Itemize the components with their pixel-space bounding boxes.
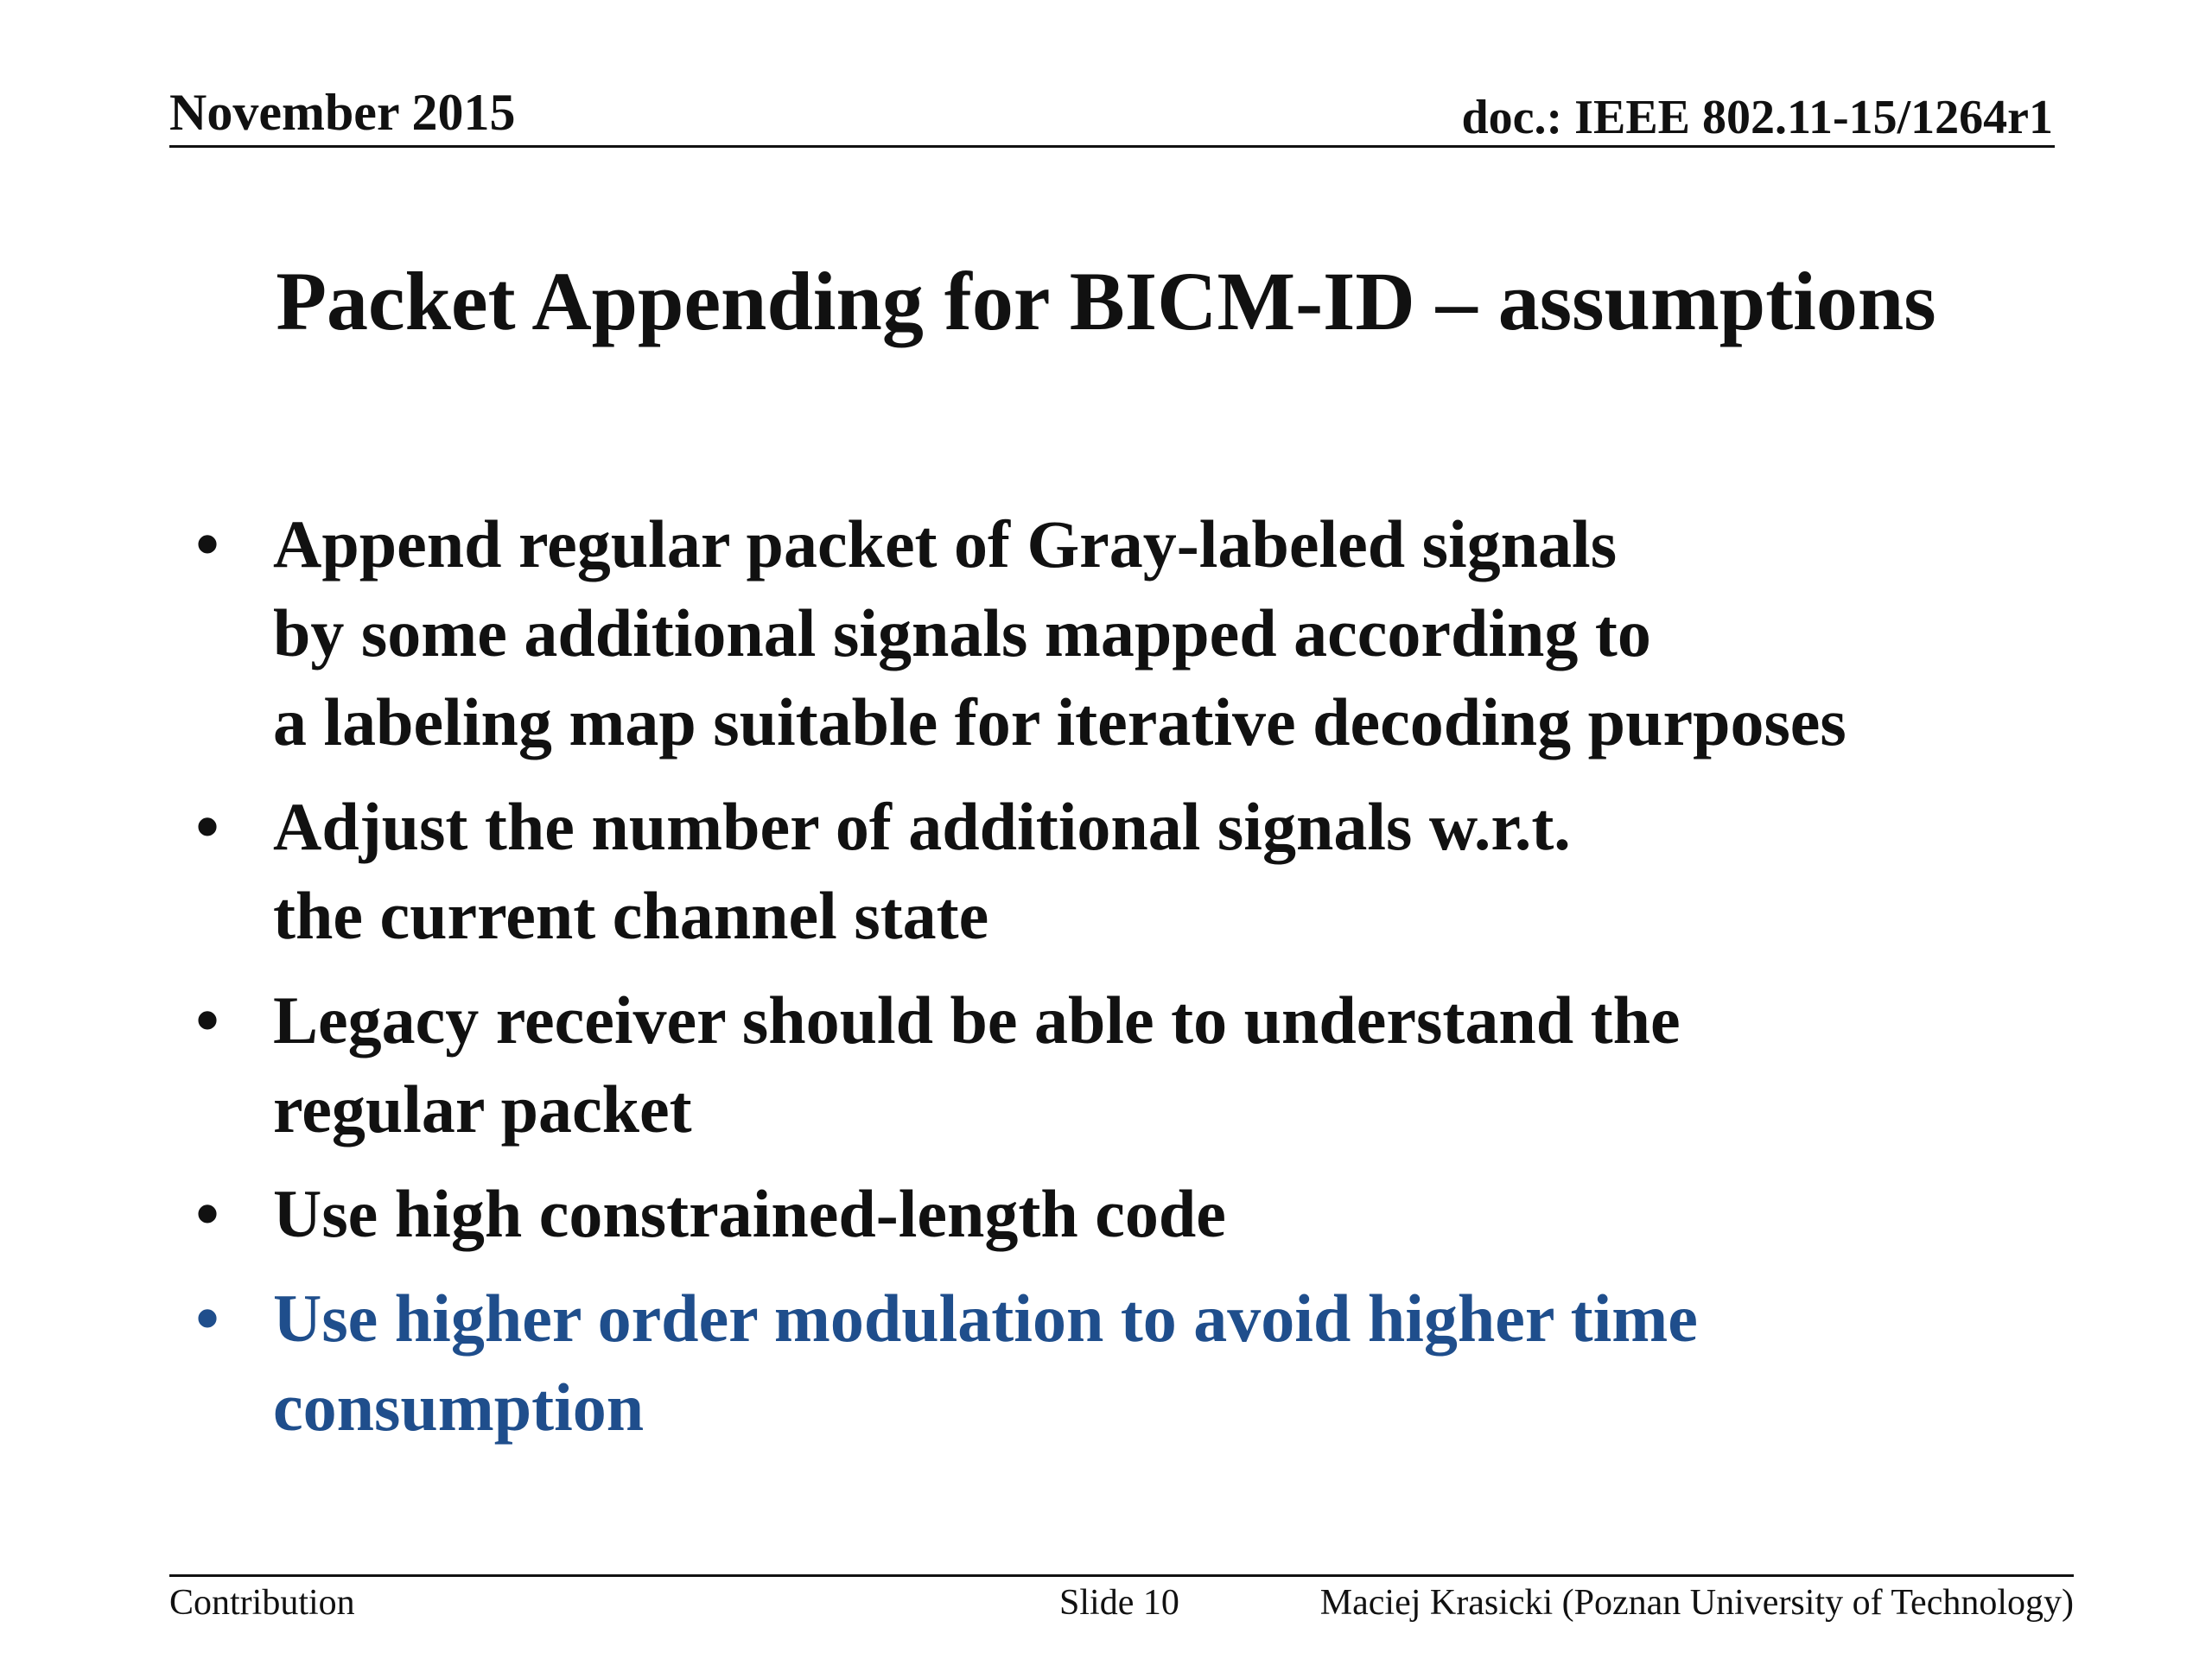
bullet-item: [181, 976, 2126, 1154]
bullet-text-line: by some additional signals mapped according to: [273, 595, 1651, 671]
bullet-text-line: consumption: [273, 1370, 645, 1445]
bullet-text-line: Use higher order modulation to avoid higher time: [273, 1281, 1698, 1356]
bullet-marker: •: [195, 789, 219, 864]
slide-title: Packet Appending for BICM-ID – assumptions: [276, 255, 1936, 347]
bullet-text-line: Append regular packet of Gray-labeled signals: [273, 506, 1618, 582]
bullet-text-line: regular packet: [273, 1071, 692, 1147]
bullet-text-line: the current channel state: [273, 878, 989, 953]
bullet-text-line: Adjust the number of additional signals w.r.t.: [273, 789, 1571, 864]
bullet-item: [181, 782, 2126, 960]
bullet-item: [181, 499, 2126, 766]
header-divider: [169, 145, 2055, 148]
document-id: doc.: IEEE 802.11-15/1264r1: [1461, 91, 2053, 144]
bullet-marker: •: [195, 1281, 219, 1356]
footer-divider: [169, 1574, 2074, 1577]
bullet-item-highlighted: [181, 1274, 2126, 1452]
bullet-item: [181, 1169, 2126, 1258]
bullet-marker: •: [195, 982, 219, 1058]
footer-contribution-label: Contribution: [169, 1583, 355, 1623]
bullet-marker: •: [195, 1176, 219, 1251]
bullet-text-line: Use high constrained-length code: [273, 1176, 1226, 1251]
slide-number: Slide 10: [1059, 1583, 1179, 1623]
footer-author: Maciej Krasicki (Poznan University of Technology): [1319, 1583, 2074, 1623]
header-date: November 2015: [169, 84, 516, 141]
bullet-list: [181, 499, 2126, 1467]
bullet-marker: •: [195, 506, 219, 582]
bullet-text-line: Legacy receiver should be able to understand the: [273, 982, 1681, 1058]
bullet-text-line: a labeling map suitable for iterative decoding purposes: [273, 684, 1847, 760]
